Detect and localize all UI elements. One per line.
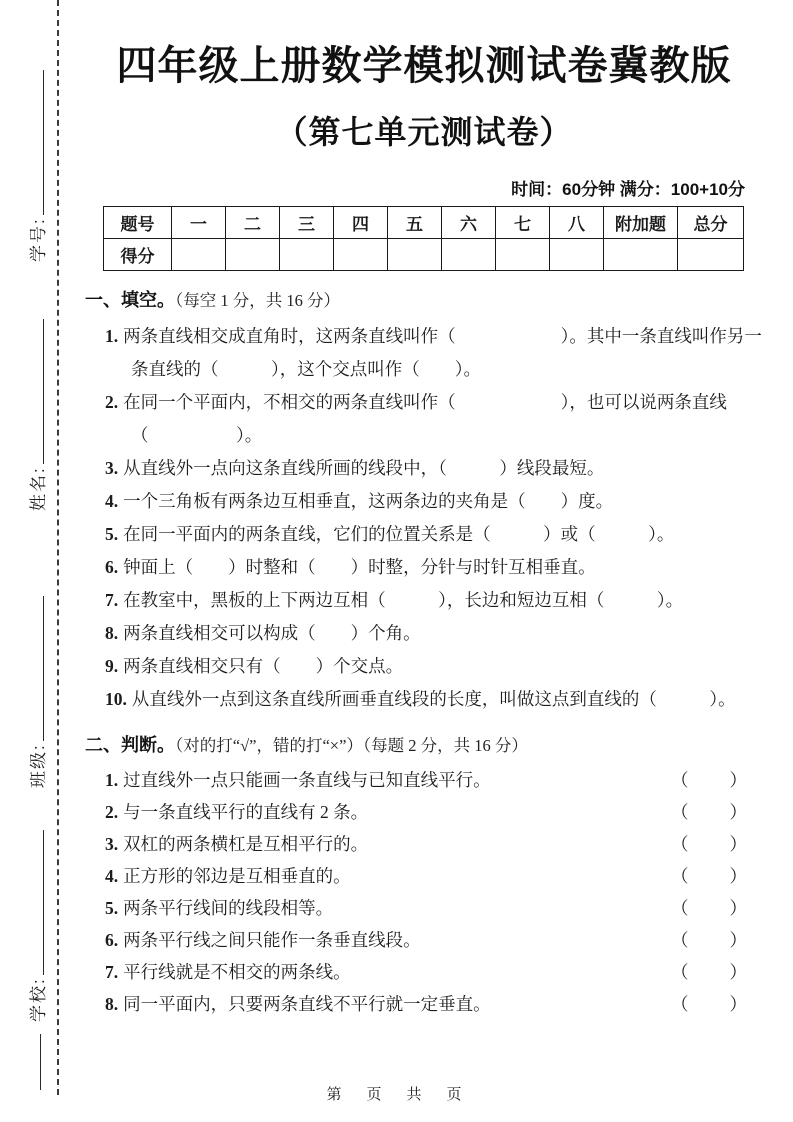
student-name-label: 姓名: xyxy=(29,466,48,511)
section2-note: （对的打“√”，错的打“×”）（每题 2 分，共 16 分） xyxy=(175,736,528,755)
fill-question-4 xyxy=(85,485,763,518)
question-text: 在教室中，黑板的上下两边互相（ ），长边和短边互相（ ）。 xyxy=(123,590,684,610)
score-cell-empty xyxy=(678,239,744,271)
question-text: 两条直线相交成直角时，这两条直线叫作（ ）。其中一条直线叫作另一条直线的（ ），这个交点叫作（ ）。 xyxy=(123,326,762,379)
score-cell-empty xyxy=(496,239,550,271)
question-text: 7. 平行线就是不相交的两条线。 xyxy=(105,962,351,982)
score-col-header: 题号 xyxy=(104,207,172,239)
question-number: 6. xyxy=(105,930,119,950)
question-text: 8. 同一平面内，只要两条直线不平行就一定垂直。 xyxy=(105,994,491,1014)
fill-question-9 xyxy=(85,650,763,683)
question-number: 1. xyxy=(105,326,119,346)
question-text: 从直线外一点到这条直线所画垂直线段的长度，叫做这点到直线的（ ）。 xyxy=(131,689,736,709)
question-number: 2. xyxy=(105,392,119,412)
question-text: 6. 两条平行线之间只能作一条垂直线段。 xyxy=(105,930,421,950)
judge-question-3 xyxy=(85,829,763,859)
question-number: 3. xyxy=(105,834,119,854)
fill-question-2 xyxy=(85,386,763,452)
score-cell-empty xyxy=(172,239,226,271)
question-text: 从直线外一点向这条直线所画的线段中，（ ）线段最短。 xyxy=(123,458,605,478)
fill-question-6 xyxy=(85,551,763,584)
page-title: 四年级上册数学模拟测试卷冀教版 xyxy=(116,44,732,88)
score-col-header: 八 xyxy=(550,207,604,239)
answer-bracket: （ ） xyxy=(671,898,749,918)
question-number: 9. xyxy=(105,656,119,676)
score-col-header: 附加题 xyxy=(604,207,678,239)
score-cell-empty xyxy=(280,239,334,271)
question-text: 1. 过直线外一点只能画一条直线与已知直线平行。 xyxy=(105,770,491,790)
fill-question-5 xyxy=(85,518,763,551)
question-number: 5. xyxy=(105,524,119,544)
question-text: 2. 与一条直线平行的直线有 2 条。 xyxy=(105,802,369,822)
score-cell-empty xyxy=(388,239,442,271)
section1-title: 一、填空。 xyxy=(85,290,175,310)
question-number: 3. xyxy=(105,458,119,478)
school-blank-line xyxy=(26,830,44,975)
score-table-header-row xyxy=(104,207,744,239)
dashed-fold-line xyxy=(57,0,59,1095)
score-cell-empty xyxy=(334,239,388,271)
score-cell-empty xyxy=(226,239,280,271)
question-text: 在同一平面内的两条直线，它们的位置关系是（ ）或（ ）。 xyxy=(123,524,675,544)
score-col-header: 四 xyxy=(334,207,388,239)
question-text: 两条直线相交可以构成（ ）个角。 xyxy=(123,623,421,643)
score-col-header: 总分 xyxy=(678,207,744,239)
question-number: 4. xyxy=(105,491,119,511)
judge-question-2 xyxy=(85,797,763,827)
fill-question-10 xyxy=(85,683,763,716)
question-number: 5. xyxy=(105,898,119,918)
page-subtitle: （第七单元测试卷） xyxy=(275,114,573,150)
fill-question-8 xyxy=(85,617,763,650)
judge-question-1 xyxy=(85,765,763,795)
question-text: 两条直线相交只有（ ）个交点。 xyxy=(123,656,404,676)
score-cell-empty xyxy=(550,239,604,271)
school-label: 学校: xyxy=(29,977,48,1022)
judge-question-8 xyxy=(85,989,763,1019)
question-text: 一个三角板有两条边互相垂直，这两条边的夹角是（ ）度。 xyxy=(123,491,614,511)
section2-title: 二、判断。 xyxy=(85,735,175,755)
question-number: 1. xyxy=(105,770,119,790)
answer-bracket: （ ） xyxy=(671,930,749,950)
question-number: 7. xyxy=(105,962,119,982)
score-cell-empty xyxy=(442,239,496,271)
question-number: 8. xyxy=(105,623,119,643)
section1-heading xyxy=(85,287,763,314)
class-label: 班级: xyxy=(29,743,48,788)
answer-bracket: （ ） xyxy=(671,866,749,886)
question-text: 4. 正方形的邻边是互相垂直的。 xyxy=(105,866,351,886)
question-text: 5. 两条平行线间的线段相等。 xyxy=(105,898,334,918)
time-score-info: 时间：60分钟 满分：100+10分 xyxy=(511,180,745,199)
score-col-header: 五 xyxy=(388,207,442,239)
fill-question-7 xyxy=(85,584,763,617)
score-cell-empty xyxy=(604,239,678,271)
score-col-header: 三 xyxy=(280,207,334,239)
question-number: 2. xyxy=(105,802,119,822)
answer-bracket: （ ） xyxy=(671,802,749,822)
score-col-header: 一 xyxy=(172,207,226,239)
fill-question-1 xyxy=(85,320,763,386)
question-number: 8. xyxy=(105,994,119,1014)
student-name-blank-line xyxy=(26,319,44,464)
answer-bracket: （ ） xyxy=(671,962,749,982)
question-number: 10. xyxy=(105,689,127,709)
class-blank-line xyxy=(26,596,44,741)
question-number: 6. xyxy=(105,557,119,577)
score-col-header: 二 xyxy=(226,207,280,239)
answer-bracket: （ ） xyxy=(671,834,749,854)
question-number: 7. xyxy=(105,590,119,610)
score-col-header: 七 xyxy=(496,207,550,239)
question-text: 钟面上（ ）时整和（ ）时整，分针与时针互相垂直。 xyxy=(123,557,596,577)
judge-question-4 xyxy=(85,861,763,891)
fill-question-3 xyxy=(85,452,763,485)
score-row-label: 得分 xyxy=(104,239,172,271)
score-table-score-row xyxy=(104,239,744,271)
student-id-label: 学号: xyxy=(29,217,48,262)
question-text: 在同一个平面内，不相交的两条直线叫作（ ），也可以说两条直线（ ）。 xyxy=(123,392,727,445)
score-col-header: 六 xyxy=(442,207,496,239)
judge-question-6 xyxy=(85,925,763,955)
question-number: 4. xyxy=(105,866,119,886)
judge-question-5 xyxy=(85,893,763,923)
main-content xyxy=(85,0,763,1021)
judge-question-7 xyxy=(85,957,763,987)
score-table xyxy=(103,206,744,271)
section1-note: （每空 1 分，共 16 分） xyxy=(175,291,340,310)
page-footer: 第 页 共 页 xyxy=(326,1087,467,1103)
question-text: 3. 双杠的两条横杠是互相平行的。 xyxy=(105,834,369,854)
answer-bracket: （ ） xyxy=(671,994,749,1014)
section2-heading xyxy=(85,732,763,759)
sidebar-tail-line xyxy=(40,1034,41,1090)
answer-bracket: （ ） xyxy=(671,770,749,790)
student-id-blank-line xyxy=(26,70,44,215)
